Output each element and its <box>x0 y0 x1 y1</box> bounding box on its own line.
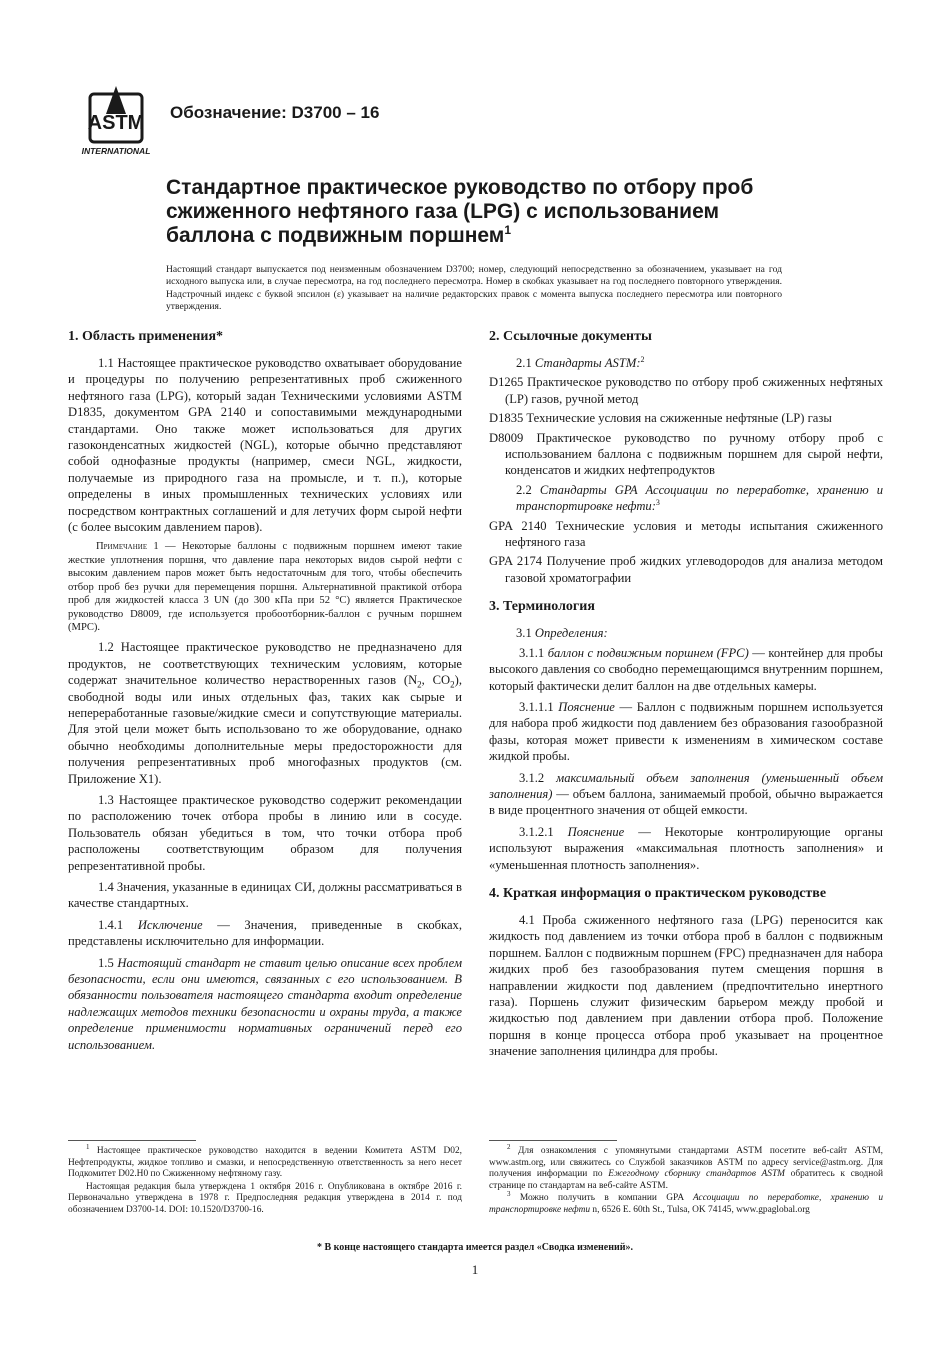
ref-d1265: D1265 Практическое руководство по отбору проб сжиженных нефтяных (LP) газов, ручной метод <box>489 375 883 406</box>
para-2-1 <box>489 355 883 371</box>
para-3-1-2-num: 3.1.2 <box>519 770 557 785</box>
ref-d1835: D1835 Технические условия на сжиженные нефтяные (LP) газы <box>489 411 832 426</box>
para-3-1-1-1-num: 3.1.1.1 <box>519 699 559 714</box>
para-1-2-b: , CO <box>421 673 451 688</box>
left-column <box>68 328 462 1058</box>
para-3-1-1 <box>489 645 883 694</box>
summary-of-changes-note: * В конце настоящего стандарта имеется раздел «Сводка изменений». <box>316 1242 634 1253</box>
note-1-text: — Некоторые баллоны с подвижным поршнем имеют такие жесткие уплотнения поршня, что давление пара некоторых видов сырой нефти с высоким давлением паров может быть недостаточным для того, чтобы обеспечить отбор проб без ручки для перемещения поршня. Альтернативной практикой отбора проб для жидкостей класса 3 UN (до 300 кПа при 52 °C) является Практическое руководство D8009, где используется пробоотборник-баллон с ручным поршнем (MPC). <box>68 541 462 633</box>
para-2-1-num: 2.1 <box>516 356 535 370</box>
para-3-1-1-em: баллон с подвижным поршнем (FPC) <box>547 645 749 660</box>
footnote-2 <box>489 1142 884 1192</box>
para-1-2-c: ), свободной воды или иных отдельных фаз, таких как сырые и непереработанные газовые/жидкие смеси и сопутствующие материалы. Для этой цели может быть использовано то же оборудование, однако обычно необходимы дополнительные меры предосторожности для получения репрезентативных проб многофазных продуктов (см. Приложение X1). <box>68 673 462 786</box>
para-1-5-num: 1.5 <box>98 955 118 970</box>
para-3-1-1-num: 3.1.1 <box>519 645 548 660</box>
footnote-2-b: обратитесь к сводной странице по стандартам на веб-сайте ASTM. <box>489 1169 884 1191</box>
para-1-4-1-text: — Значения, приведенные в скобках, представлены исключительно для информации. <box>68 917 462 949</box>
section-3-heading: 3. Терминология <box>489 599 595 615</box>
footnote-2-a: Для ознакомления с упомянутыми стандартами ASTM посетите веб-сайт ASTM, www.astm.org, или свяжитесь со Службой заказчиков ASTM по адресу service@astm.org. Для получения информации по <box>489 1146 883 1180</box>
footnote-3-sup: 3 <box>507 1190 511 1199</box>
section-2-heading: 2. Ссылочные документы <box>489 329 652 344</box>
footnote-2-em: Ежегодному сборнику стандартов ASTM <box>608 1169 785 1180</box>
para-1-3: 1.3 Настоящее практическое руководство содержит рекомендации по расположению точек отбора пробы в линию или в сосуде. Пользователь обязан убедиться в том, что точки отбора проб расположены соответствующим образом для получения репрезентативной пробы. <box>68 792 462 873</box>
document-title <box>166 176 786 248</box>
para-1-5 <box>68 955 462 1053</box>
para-3-1-2-text: — объем баллона, занимаемый пробой, обычно выражается в виде процентного значения от общей емкости. <box>489 786 883 818</box>
para-2-1-em: Стандарты ASTM: <box>534 356 641 370</box>
logo-subtext: INTERNATIONAL <box>81 146 151 156</box>
para-1-4-1-em: Исключение <box>137 917 203 932</box>
footnote-divider-left <box>68 1140 196 1141</box>
para-2-2 <box>489 482 883 515</box>
para-1-5-em: Настоящий стандарт не ставит целью описание всех проблем безопасности, если они имеются, связанных с его использованием. В обязанности пользователя настоящего стандарта входит определение надлежащих методов техники безопасности и охраны труда, а также определение применимости нормативных ограничений перед его использованием. <box>68 955 462 1052</box>
designation: Обозначение: D3700 – 16 <box>170 103 380 122</box>
para-3-1-2-em: максимальный объем заполнения (уменьшенный объем заполнения) <box>489 770 883 801</box>
logo-text: ASTM <box>87 112 145 134</box>
para-1-2-a: 1.2 Настоящее практическое руководство не предназначено для продуктов, не соответствующих техническим условиям, которые содержат значительное количество нерастворенных газов (N <box>68 640 462 688</box>
footnote-divider-right <box>489 1140 617 1141</box>
footnote-1-b: Настоящая редакция была утверждена 1 октября 2016 г. Опубликована в октябре 2016 г. Первоначально утверждена в 1978 г. Предпоследняя редакция утверждена в 2014 г. под обозначением D3700-14. DOI: 10.1520/D3700-16. <box>68 1181 462 1215</box>
para-1-4-1 <box>68 917 462 950</box>
footnote-3-em: Ассоциации по переработке, хранению и транспортировке нефти <box>489 1193 884 1215</box>
footnote-1 <box>68 1142 462 1181</box>
footnote-3-a: Можно получить в компании GPA <box>510 1193 693 1204</box>
para-3-1-1-1-em: Пояснение <box>558 699 615 714</box>
para-1-1: 1.1 Настоящее практическое руководство охватывает оборудование и процедуры по получению репрезентативных проб сжиженного нефтяного газа (LPG), который задан Техническими условиями ASTM D1835, документом GPA 2140 и сопоставимыми международными стандартами. Оно также может использоваться для других газоконденсатных жидкостей (NGL), которые обычно представляют собой однофазные продукты (например, смеси NGL, жидкости, получаемые из природного газа на промысле, и т. п.), которые определены в иных промышленных технических условиях или посредством контрактных соглашений и для летучих форм сырой нефти (с более высоким давлением паров). <box>68 356 462 535</box>
para-1-4: 1.4 Значения, указанные в единицах СИ, должны рассматриваться в качестве стандартных. <box>68 880 462 911</box>
footnotes-right <box>489 1142 884 1218</box>
note-1-label: Примечание 1 <box>96 541 159 553</box>
para-2-1-sup: 2 <box>640 354 645 364</box>
footnote-2-sup: 2 <box>507 1142 511 1151</box>
para-3-1-2-1-num: 3.1.2.1 <box>519 824 568 839</box>
page-number: 1 <box>471 1262 479 1277</box>
para-3-1-1-1 <box>489 699 883 765</box>
para-3-1-2-1-em: Пояснение <box>567 824 625 839</box>
para-2-2-num: 2.2 <box>516 482 540 497</box>
para-1-2-sub1: 2 <box>417 679 422 690</box>
para-3-1-em: Определения: <box>534 626 608 641</box>
astm-logo <box>76 84 156 158</box>
footnote-1-sup: 1 <box>86 1142 90 1151</box>
para-3-1-2-1 <box>489 824 883 873</box>
note-1 <box>68 540 462 634</box>
para-3-1-2-1-text: — Некоторые контролирующие органы используют выражения «максимальная плотность заполнения» и «уменьшенная плотность заполнения». <box>489 824 883 872</box>
para-4-1: 4.1 Проба сжиженного нефтяного газа (LPG) переносится как жидкость под давлением из точки отбора проб в баллон с подвижным поршнем. Баллон с подвижным поршнем (FPC) предназначен для набора жидких проб без газообразования путем смещения поршня в направлении жидкости под давлением (предпочтительно инертного газа). Поршень служит физическим барьером между пробой и жидкостью под давлением при давлении отбора проб. Положение поршня в конце процесса отбора проб указывает на процентное значение заполнения цилиндра для пробы. <box>489 912 883 1059</box>
para-3-1 <box>489 625 883 641</box>
title-footnote-ref: 1 <box>504 223 512 237</box>
para-1-4-1-num: 1.4.1 <box>98 917 138 932</box>
right-column <box>489 328 883 1065</box>
para-2-2-em: Стандарты GPA Ассоциации по переработке, хранению и транспортировке нефти: <box>516 482 883 514</box>
ref-gpa2174: GPA 2174 Получение проб жидких углеводородов для анализа методом газовой хроматографии <box>489 554 883 585</box>
para-2-2-sup: 3 <box>655 498 660 508</box>
footnotes-left <box>68 1142 462 1218</box>
ref-d8009: D8009 Практическое руководство по ручному отбору проб с использованием баллона с подвижным поршнем для сырой нефти, конденсатов и жидких нефтепродуктов <box>489 430 883 478</box>
intro-paragraph: Настоящий стандарт выпускается под неизменным обозначением D3700; номер, следующий непосредственно за обозначением, указывает на год исходного выпуска или, в случае пересмотра, на год последнего пересмотра. Номер в скобках указывает на год последнего повторного утверждения. Надстрочный индекс с буквой эпсилон (ε) указывает на наличие редакторских правок с момента выпуска последнего пересмотра или повторного утверждения. <box>166 264 782 313</box>
ref-gpa2140: GPA 2140 Технические условия и методы испытания сжиженного нефтяного газа <box>489 518 883 550</box>
para-3-1-1-1-text: — Баллон с подвижным поршнем используется для набора проб жидкости под давлением без образования газообразной фазы, которая может привести к изменениям в химическом составе жидкой пробы. <box>489 699 883 764</box>
footnote-3 <box>489 1190 884 1216</box>
footnote-1-text: Настоящее практическое руководство находится в ведении Комитета ASTM D02, Нефтепродукты, жидкое топливо и смазки, и непосредственную ответственность за него несет Подкомитет D02.H0 по Сжиженному нефтяному газу. <box>68 1146 462 1180</box>
section-4-heading: 4. Краткая информация о практическом руководстве <box>489 885 827 901</box>
footnote-3-b: n, 6526 E. 60th St., Tulsa, OK 74145, www.gpaglobal.org <box>590 1204 810 1215</box>
para-3-1-2 <box>489 770 883 819</box>
title-text: Стандартное практическое руководство по отбору проб сжиженного нефтяного газа (LPG) с использованием баллона с подвижным поршнем <box>166 176 754 247</box>
para-3-1-num: 3.1 <box>516 626 535 641</box>
para-1-2-sub2: 2 <box>450 679 455 690</box>
para-3-1-1-text: — контейнер для пробы высокого давления со свободно перемещающимся внутренним поршнем, который фактически делит баллон на две отдельных камеры. <box>489 645 883 693</box>
section-1-heading: 1. Область применения* <box>68 329 224 344</box>
para-1-2 <box>68 639 462 787</box>
